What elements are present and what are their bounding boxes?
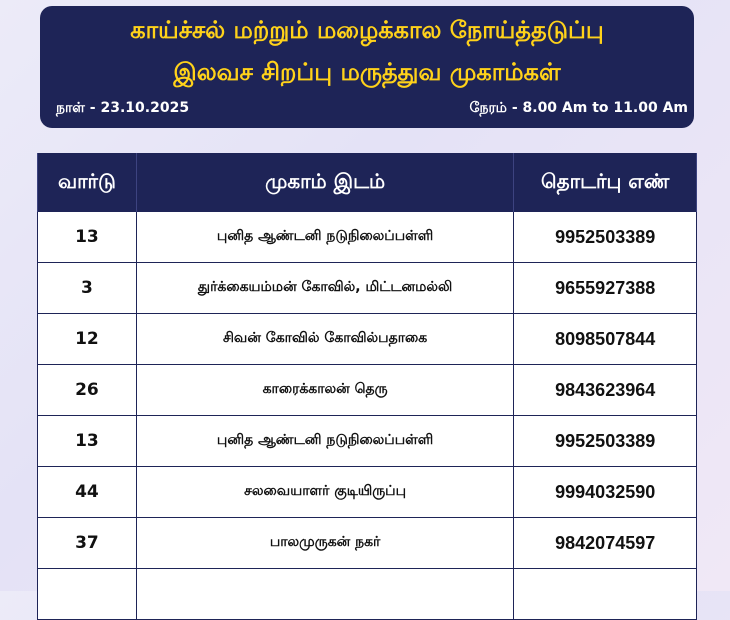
phone-cell: 9994032590 (514, 467, 697, 518)
title-line-2: இலவச சிறப்பு மருத்துவ முகாம்கள் (173, 58, 561, 86)
phone-cell: 9842074597 (514, 518, 697, 569)
title-line-1: காய்ச்சல் மற்றும் மழைக்கால நோய்த்தடுப்பு (130, 16, 604, 44)
table-row-cutoff (38, 569, 697, 620)
phone-cell: 9952503389 (514, 416, 697, 467)
phone-cell: 8098507844 (514, 314, 697, 365)
table-row (38, 467, 697, 518)
phone-cell: 9655927388 (514, 263, 697, 314)
phone-cell-cutoff (514, 569, 697, 620)
column-header-place: முகாம் இடம் (136, 153, 514, 212)
table-row (38, 263, 697, 314)
ward-cell: 26 (38, 365, 137, 416)
ward-cell: 44 (38, 467, 137, 518)
header-banner (40, 6, 694, 128)
place-cell: சலவையாளர் குடியிருப்பு (136, 467, 514, 518)
ward-cell: 12 (38, 314, 137, 365)
phone-cell: 9843623964 (514, 365, 697, 416)
ward-cell: 13 (38, 212, 137, 263)
ward-cell-cutoff (38, 569, 137, 620)
column-header-phone: தொடர்பு எண் (514, 153, 697, 212)
table-row (38, 416, 697, 467)
place-cell: சிவன் கோவில் கோவில்பதாகை (136, 314, 514, 365)
table-row (38, 518, 697, 569)
table-row (38, 365, 697, 416)
place-cell: துர்க்கையம்மன் கோவில், மிட்டனமல்லி (136, 263, 514, 314)
place-cell: புனித ஆண்டனி நடுநிலைப்பள்ளி (136, 416, 514, 467)
ward-cell: 37 (38, 518, 137, 569)
table-row (38, 314, 697, 365)
ward-cell: 3 (38, 263, 137, 314)
place-cell: பாலமுருகன் நகர் (136, 518, 514, 569)
table-row (38, 212, 697, 263)
date-label: நாள் - 23.10.2025 (56, 100, 190, 116)
table-header-row (38, 153, 697, 212)
place-cell-cutoff (136, 569, 514, 620)
place-cell: காரைக்காலன் தெரு (136, 365, 514, 416)
time-label: நேரம் - 8.00 Am to 11.00 Am (469, 100, 688, 116)
phone-cell: 9952503389 (514, 212, 697, 263)
column-header-ward: வார்டு (38, 153, 137, 212)
camp-table-container (37, 153, 697, 620)
camp-table (37, 153, 697, 620)
ward-cell: 13 (38, 416, 137, 467)
place-cell: புனித ஆண்டனி நடுநிலைப்பள்ளி (136, 212, 514, 263)
